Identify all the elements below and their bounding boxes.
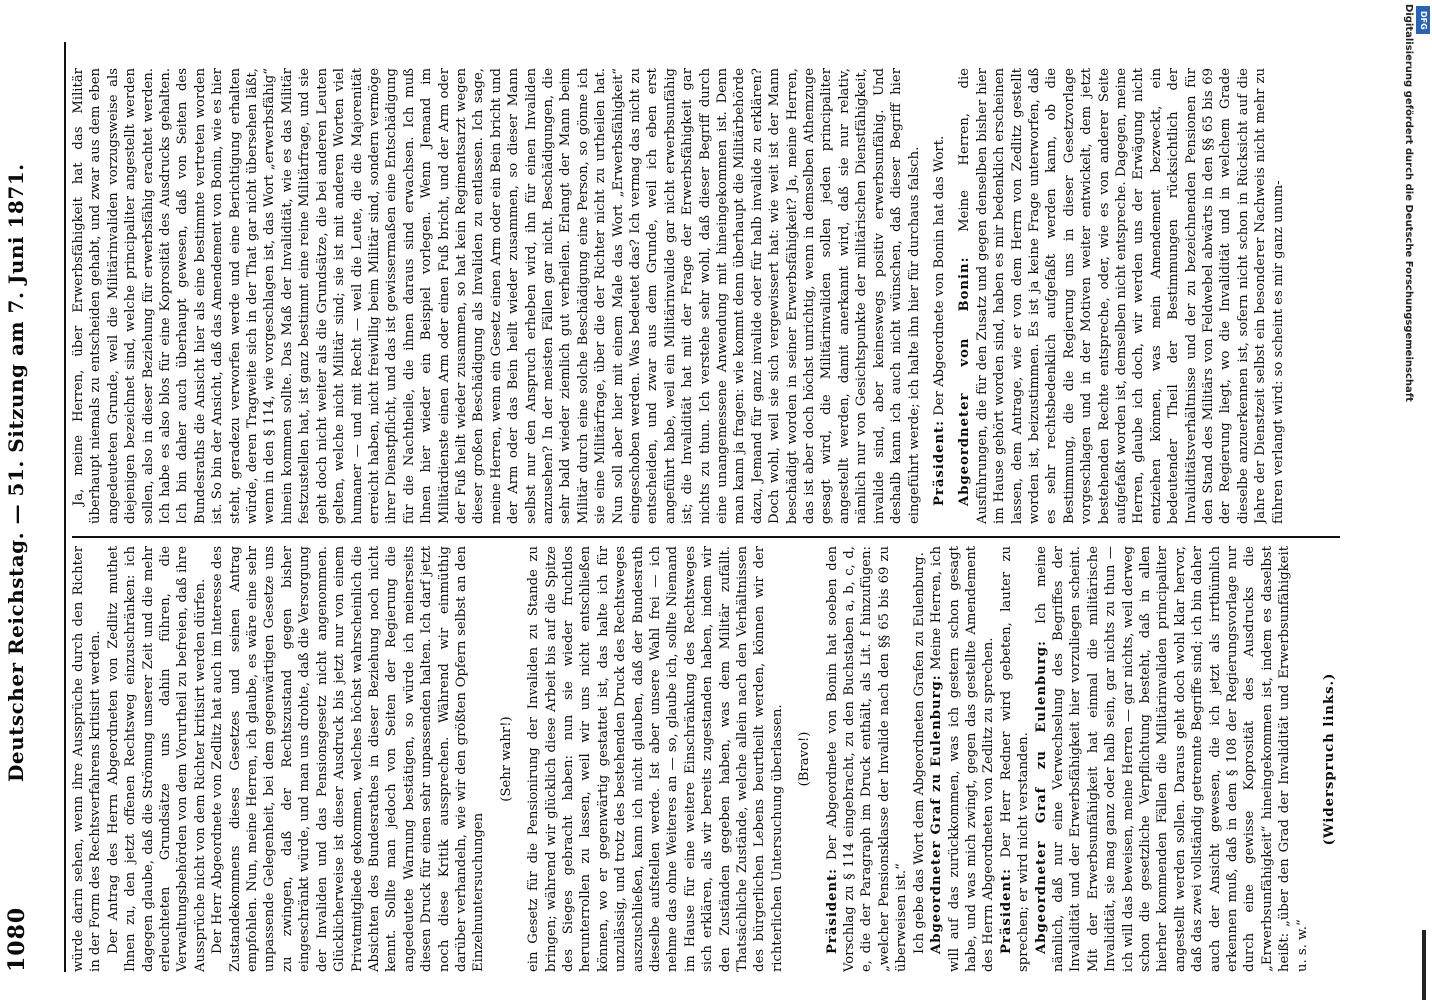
page-title: Deutscher Reichstag. — 51. Sitzung am 7. Juni 1871. [4, 163, 28, 782]
paragraph: Ja, meine Herren, über Erwerbsfähigkeit hat das Militär überhaupt niemals zu entscheiden gehabt, und zwar aus dem eben angedeuteten Grunde, weil die Militärinvaliden vorzugsweise als diejenigen bezeichnet sind, welche principaliter angestellt werden sollen, also in dieser Beziehung für erwerbsfähig erachtet werden. Ich habe es also blos für eine Koprosität des Ausdrucks gehalten. Ich bin daher auch überhaupt gewesen, daß von Seiten des Bundesraths die Ansicht hier als eine bestimmte vertreten worden ist. So bin der Ansicht, daß das Amendement von Bonin, wie es hier steht, geradezu verworfen werde und eine Berichtigung erhalten würde, deren Tragweite sich in der That gar nicht übersehen läßt, wenn in den § 114, wie vorgeschlagen ist, das Wort „erwerbsfähig“ hinein kommen sollte. Das Maß der Invalidität, wie es das Militär festzustellen hat, ist ganz bestimmt eine reine Militärfrage, und sie geht doch nicht weiter als die Grundsätze, die bei anderen Leuten gelten, welche nicht Militär sind; sie ist mit anderen Worten viel humaner — und mit Recht — weil die Leute, die die Majorenität erreicht haben, nicht freiwillig beim Militär sind, sondern vermöge ihrer Dienstpflicht, und das ist gewissermaßen eine Entschädigung für die Nachtheile, die ihnen daraus sind erwachsen. Ich muß Ihnen hier wieder ein Beispiel vorlegen. Wenn Jemand im Militärdienste einen Arm oder einen Fuß bricht, und der Arm oder der Fuß heilt wieder zusammen, so hat kein Regimentsarzt wegen dieser großen Beschädigung als Invaliden zu entlassen. Ich sage, meine Herren, wenn ein Gesetz einen Arm oder ein Bein bricht und der Arm oder das Bein heilt wieder zusammen, so dieser Mann selbst nur den Anspruch erheben wird, ihn für einen Invaliden anzusehen? In der meisten Fällen gar nicht. Beschädigungen, die sehr bald wieder ziemlich gut verheilen. Erlangt der Mann beim Militär durch eine solche Beschädigung eine Person, so gönne ich sie eine Militärfrage, über die der Richter nicht zu urtheilen hat. Nun soll aber hier mit einem Male das Wort „Erwerbsfähigkeit“ eingeschoben werden. Was bedeutet das? Ich vermag das nicht zu entscheiden, und zwar aus dem Grunde, weil ich eben erst angeführt habe, weil ein Militärinvalide gar nicht erwerbsunfähig ist; die Invalidität hat mit der Frage der Erwerbsfähigkeit gar nichts zu thun. Ich verstehe sehr wohl, daß dieser Begriff durch eine unangemessene Anwendung mit hineingekommen ist. Denn man kann ja fragen: wie kommt denn überhaupt die Militärbehörde dazu, Jemand für ganz invalide oder für halb invalide zu erklären? Doch wohl, weil sie sich vergewissert hat: wie weit ist der Mann beschädigt worden in seiner Erwerbsfähigkeit? Ja, meine Herren, das ist aber doch höchst unrichtig, wenn in demselben Athemzuge gesagt wird, die Militärinvaliden sollen jeden principaliter angestellt werden, damit anerkannt wird, daß sie nur relativ, nämlich nur von Gesichtspunkte der militärischen Dienstfähigkeit, invalide sind, aber keineswegs positiv erwerbsunfähig. Und deshalb kann ich auch nicht wünschen, daß dieser Begriff hier eingeführt werde; ich halte ihn hier für durchaus falsch. [71, 68, 922, 524]
column-divider [72, 536, 1340, 538]
speaker-label: Abgeordneter Graf zu Eulenburg: [1033, 640, 1049, 954]
speech-eulenburg [928, 546, 998, 972]
speaker-label: Präsident: [931, 419, 947, 506]
paragraph: ein Gesetz für die Pensionirung der Invaliden zu Stande zu bringen; während wir glücklich diese Arbeit bis auf die Spitze des Sieges gebracht haben: nun sie wieder fruchtlos herunterrollen zu lassen, weil wir uns nicht entschließen können, wo er gegenwärtig gestattet ist, das halte ich für unzulässig, und trotz des bestehenden Druck des Rechtsweges auszuschließen, kann ich nicht glauben, daß der Bundesrath dieselbe aufstellen werde. Ist aber unsere Wahl frei — ich nehme das ohne Weiteres an — so, glaube ich, sollte Niemand im Hause für eine weitere Einschränkung des Rechtsweges sich erklären, als wir bereits zugestanden haben, indem wir den Zuständen gegeben haben, was dem Militär zufällt. Thatsächliche Zustände, welche allein nach den Verhältnissen des bürgerlichen Lebens beurtheilt werden, können wir der richterlichen Untersuchung überlassen. [526, 546, 785, 972]
page-header [4, 42, 68, 972]
speech-text: Meine Herren, ich will auf das zurückkommen, was ich gestern schon gesagt habe, und was mich zwingt, gegen das gestellte Amendement des Herrn Abgeordneten von Zedlitz zu sprechen. [929, 546, 997, 972]
paragraph: Der Herr Abgeordnete von Zedlitz hat auch im Interesse des Zustandekommens dieses Gesetzes und seinen Antrag empfohlen. Nun, meine Herren, ich glaube, es wäre eine sehr unpassende Gelegenheit, bei dem gegenwärtigen Gesetze uns zu zwingen, daß der Rechtszustand gegen bisher eingeschränkt würde, und man uns drohte, daß die Versorgung der Invaliden und das Pensionsgesetz nicht angenommen. Glücklicherweise ist dieser Ausdruck bis jetzt nur von einem Privatmitgliede gekommen, welches höchst wahrscheinlich die Absichten des Bundesrathes in dieser Beziehung noch nicht kennt. Sollte man jedoch von Seiten der Regierung die angedeutete Warnung bestätigen, so würde ich meinerseits diesen Druck für einen sehr unpassenden halten. Ich darf jetzt noch diese Kritik aussprechen. Während wir einmüthig darüber verhandeln, wie wir den größten Opfern selbst an den Einzelnuntersuchungen [210, 546, 487, 972]
speech-president [824, 546, 911, 972]
page-number: 1080 [4, 906, 30, 972]
right-text-column [70, 68, 1340, 524]
speech-text: Der Abgeordnete von Bonin hat soeben den Vorschlag zu § 114 eingebracht, zu den Buchstaben a, b, c, d, e, die der Paragraph im Druck enthält, als Lit. f hinzufügen: „welcher Pensionsklasse der Invalide nach den §§ 65 bis 69 zu überweisen ist.“ [824, 546, 910, 972]
interjection: (Widerspruch links.) [1322, 672, 1338, 846]
speech-text: Der Abgeordnete von Bonin hat das Wort. [931, 135, 947, 416]
speaker-label: Abgeordneter von Bonin: [957, 256, 973, 506]
paragraph: würde darin sehen, wenn ihre Aussprüche durch den Richter in der Form des Rechtsverfahrens kritisirt werden. [71, 546, 104, 972]
speech-text: Der Herr Redner wird gebeten, lauter zu sprechen; er wird nicht verstanden. [998, 546, 1032, 972]
speaker-label: Abgeordneter Graf zu Eulenburg: [929, 674, 945, 954]
interjection: (Bravo!) [797, 731, 813, 787]
credit-text: Digitalisierung gefördert durch die Deutsche Forschungsgemeinschaft [1403, 4, 1414, 402]
speech-president [998, 546, 1033, 972]
speech-text: Ich meine nämlich, daß nur eine Verwechselung des Begriffes der Invalidität und der Erwerbsfähigkeit hier vorzuliegen scheint. Mit der Erwerbsunfähigkeit hat einmal die militärische Invalidität, sie mag ganz oder halb sein, gar nichts zu thun — ich will das beweisen, meine Herren — gar nichts, weil derweg schon die gesetzliche Verpflichtung besteht, daß in allen hierher kommenden Fällen die Militärinvaliden principaliter angestellt werden sollen. Daraus geht doch wohl klar hervor, daß das zwei vollständig getrennte Begriffe sind; ich bin daher auch der Ansicht gewesen, die ich jetzt als irrthümlich erkennen muß, daß in dem § 108 der Regierungsvorlage nur durch eine gewisse Koprosität des Ausdrucks die „Erwerbsunfähigkeit“ hineingekommen ist, indem es daselbst heißt: „über den Grad der Invalidität und Erwerbsunfähigkeit u. s. w.“ [1033, 546, 1310, 972]
header-rule [64, 42, 66, 972]
dfg-logo-badge: DFG [1416, 6, 1430, 34]
speech-text: Meine Herren, die Ausführungen, die für den Zusatz und gegen denselben bisher hier im Hause gehört worden sind, haben es mir bedenklich erscheinen lassen, dem Antrage, wie er von dem Herrn von Zedlitz gestellt worden ist, beizustimmen. Es ist ja keine Frage unterworfen, daß es sehr rechtsbedenklich aufgefaßt werden kann, ob die Bestimmung, die die Regierung uns in dieser Gesetzvorlage vorgeschlagen und in der Motiven weiter entwickelt, dem jetzt bestehenden Rechte entspreche, oder, wie es von anderer Seite aufgefaßt worden ist, demselben nicht entspreche. Dagegen, meine Herren, glaube ich doch, wir werden uns der Erwägung nicht entziehen können, was mein Amendement bezweckt, ein bedeutender Theil der Bestimmungen rücksichtlich der Invaliditätsverhältnisse und der zu bezeichnenden Pensionen für den Stand des Militärs von Feldwebel abwärts in den §§ 65 bis 69 der Regierung liegt, wo die Invalidität und in welchem Grade dieselbe anzuerkennen ist, sofern nicht schon in Rücksicht auf die Jahre der Dienstzeit selbst ein besonderer Nachweis nicht mehr zu führen verlangt wird: so scheint es mir ganz unum- [957, 68, 1286, 524]
left-text-column [70, 546, 1340, 972]
speech-president [931, 68, 948, 524]
speech-eulenburg [1033, 546, 1312, 972]
digitization-credit [1386, 0, 1432, 1000]
speech-bonin [956, 68, 1287, 524]
paragraph: Ich gebe das Wort dem Abgeordneten Grafen zu Eulenburg. [911, 552, 927, 954]
interjection: (Sehr wahr!) [498, 716, 514, 802]
speaker-label: Präsident: [998, 867, 1014, 954]
speaker-label: Präsident: [824, 867, 840, 954]
paragraph: Der Antrag des Herrn Abgeordneten von Zedlitz muthet Ihnen zu, den jetzt offenen Rechtsweg einzuschränken: ich dagegen glaube, daß die Strömung unserer Zeit und die mehr erleuchteten Grundsätze uns dahin führen, die Verwaltungsbehörden von dem Vorurtheil zu befreien, daß ihre Aussprüche nicht von dem Richter kritisirt werden dürfen. [105, 546, 208, 972]
